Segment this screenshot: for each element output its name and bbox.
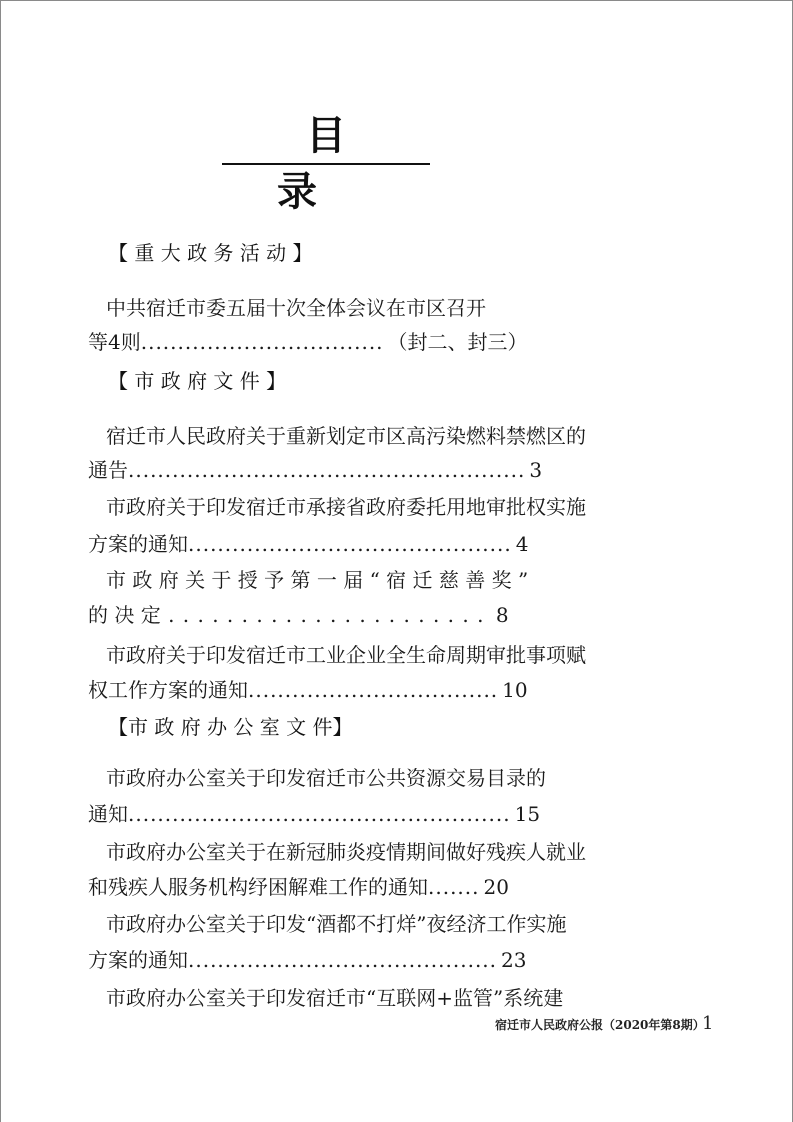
toc-entry-8-line2[interactable]: 方案的通知.......................................... 23: [88, 948, 527, 972]
toc-entry-3-line2[interactable]: 方案的通知............................................ 4: [88, 532, 529, 556]
title-underline: [222, 163, 430, 165]
page-number: 1: [702, 1013, 714, 1034]
toc-entry-2-line1[interactable]: 宿迁市人民政府关于重新划定市区高污染燃料禁燃区的: [106, 424, 586, 448]
toc-entry-7-line2[interactable]: 和残疾人服务机构纾困解难工作的通知....... 20: [88, 875, 509, 899]
toc-entry-6-line2[interactable]: 通知.................................................... 15: [88, 802, 541, 826]
toc-entry-6-line1[interactable]: 市政府办公室关于印发宿迁市公共资源交易目录的: [106, 766, 546, 790]
toc-entry-4-line2[interactable]: 的 决 定 . . . . . . . . . . . . . . . . . . . . . . 8: [88, 603, 509, 627]
page-title: 目 录: [277, 113, 404, 215]
toc-entry-5-line1[interactable]: 市政府关于印发宿迁市工业企业全生命周期审批事项赋: [106, 643, 586, 667]
section-gov-docs: 【 市 政 府 文 件 】: [108, 369, 287, 393]
toc-entry-3-line1[interactable]: 市政府关于印发宿迁市承接省政府委托用地审批权实施: [106, 495, 586, 519]
section-major-activities: 【 重 大 政 务 活 动 】: [108, 241, 313, 265]
toc-entry-4-line1[interactable]: 市 政 府 关 于 授 予 第 一 届 “ 宿 迁 慈 善 奖 ”: [106, 568, 529, 592]
toc-entry-5-line2[interactable]: 权工作方案的通知.................................. 10: [88, 678, 528, 702]
toc-entry-7-line1[interactable]: 市政府办公室关于在新冠肺炎疫情期间做好残疾人就业: [106, 840, 586, 864]
section-office-docs: 【市 政 府 办 公 室 文 件】: [108, 715, 353, 739]
top-border: [0, 0, 793, 1]
left-border: [0, 0, 1, 1122]
publication-footer: 宿迁市人民政府公报（2020年第8期）: [495, 1018, 705, 1032]
toc-entry-8-line1[interactable]: 市政府办公室关于印发“酒都不打烊”夜经济工作实施: [106, 912, 567, 936]
toc-entry-1-line2[interactable]: 等4则................................. （封二、封三）: [88, 330, 528, 354]
toc-entry-2-line2[interactable]: 通告...................................................... 3: [88, 458, 543, 482]
toc-entry-1-line1[interactable]: 中共宿迁市委五届十次全体会议在市区召开: [106, 296, 486, 320]
toc-entry-9-line1[interactable]: 市政府办公室关于印发宿迁市“互联网+监管”系统建: [106, 986, 564, 1010]
